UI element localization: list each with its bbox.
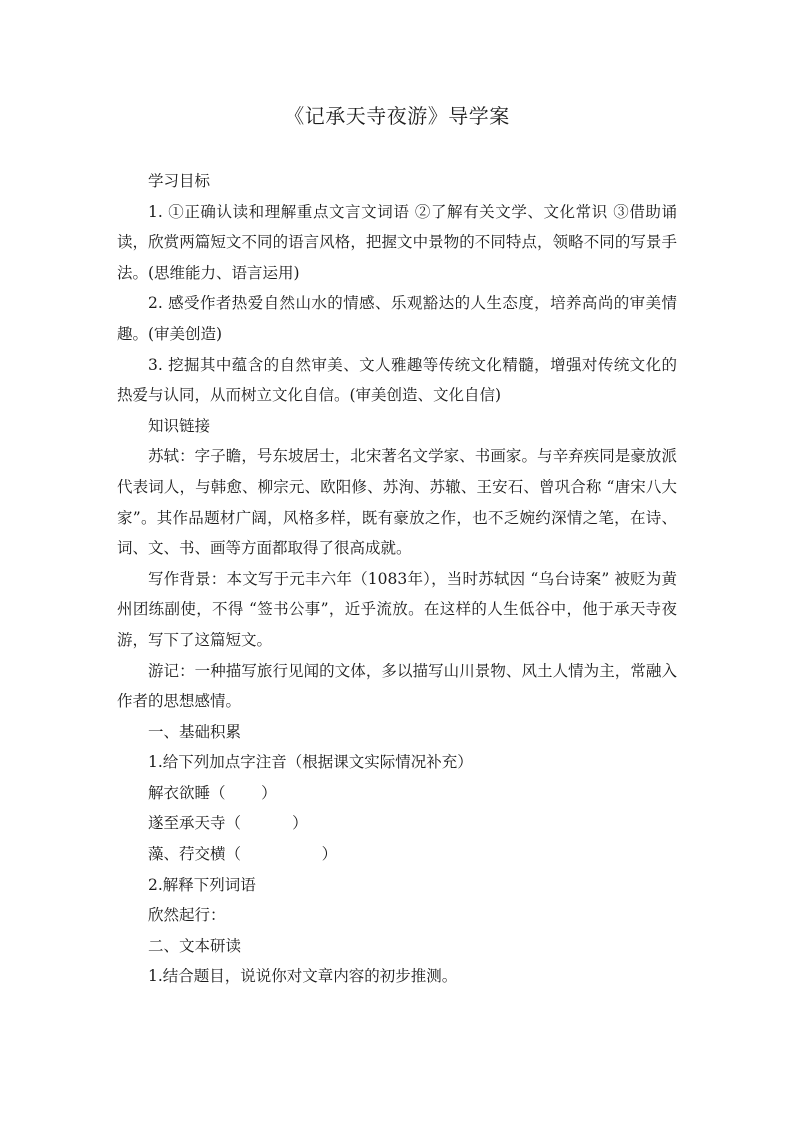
vocab-item: 欣然起行： [148, 906, 226, 925]
section1-heading: 一、基础积累 [148, 722, 242, 741]
document-page [117, 100, 677, 992]
question-1-1: 1.给下列加点字注音（根据课文实际情况补充） [148, 753, 473, 772]
question-2-1: 1.结合题目，说说你对文章内容的初步推测。 [148, 967, 458, 986]
genre-paragraph: 游记：一种描写旅行见闻的文体，多以描写山川景物、风土人情为主，常融入作者的思想感情。 [117, 661, 677, 711]
page-title: 《记承天寺夜游》导学案 [284, 104, 510, 128]
knowledge-heading: 知识链接 [148, 416, 211, 435]
objective-item-2: 2. 感受作者热爱自然山水的情感、乐观豁达的人生态度，培养高尚的审美情趣。(审美创造) [117, 294, 677, 343]
pinyin-item-2: 遂至承天寺（ ） [148, 814, 308, 833]
objectives-heading: 学习目标 [148, 172, 211, 190]
objective-item-1: 1. ①正确认读和理解重点文言文词语 ②了解有关文学、文化常识 ③借助诵读，欣赏两篇短文不同的语言风格，把握文中景物的不同特点，领略不同的写景手法。(思维能力、语言运用) [117, 202, 677, 282]
author-paragraph: 苏轼：字子瞻，号东坡居士，北宋著名文学家、书画家。与辛弃疾同是豪放派代表词人，与韩愈、柳宗元、欧阳修、苏洵、苏辙、王安石、曾巩合称 “唐宋八大家”。其作品题材广阔，风格多样，既有豪放之作，也不乏婉约深情之笔，在诗、词、文、书、画等方面都取得了很高成就。 [117, 447, 677, 558]
question-1-2: 2.解释下列词语 [148, 875, 256, 894]
pinyin-item-1: 解衣欲睡（ ） [148, 783, 277, 802]
pinyin-item-3: 藻、荇交横（ ） [148, 845, 338, 864]
objective-item-3: 3. 挖掘其中蕴含的自然审美、文人雅趣等传统文化精髓，增强对传统文化的热爱与认同，从而树立文化自信。(审美创造、文化自信) [117, 355, 677, 405]
section2-heading: 二、文本研读 [148, 936, 242, 955]
background-paragraph: 写作背景：本文写于元丰六年（1083年），当时苏轼因 “乌台诗案” 被贬为黄州团练副使，不得 “签书公事”，近乎流放。在这样的人生低谷中，他于承天寺夜游，写下了这篇短文。 [117, 569, 677, 649]
